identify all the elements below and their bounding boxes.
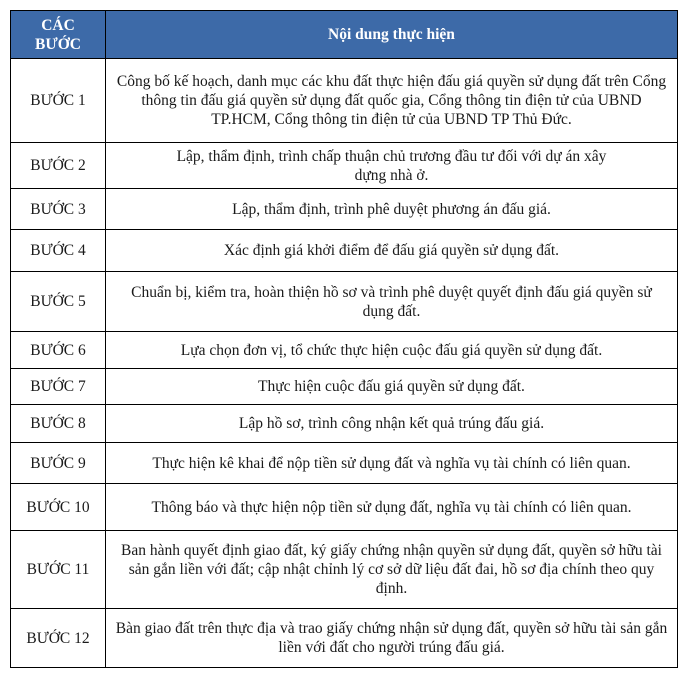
step-cell: BƯỚC 4 bbox=[11, 230, 106, 272]
table-row bbox=[11, 143, 678, 189]
step-header-line2: BƯỚC bbox=[35, 35, 81, 53]
step-cell: BƯỚC 10 bbox=[11, 484, 106, 531]
content-cell: Lập, thẩm định, trình chấp thuận chủ trương đầu tư đối với dự án xây dựng nhà ở. bbox=[106, 143, 678, 189]
step-header-line1: CÁC bbox=[41, 16, 75, 34]
content-cell: Thực hiện cuộc đấu giá quyền sử dụng đất. bbox=[106, 369, 678, 405]
content-cell: Chuẩn bị, kiểm tra, hoàn thiện hồ sơ và trình phê duyệt quyết định đấu giá quyền sử dụng đất. bbox=[106, 272, 678, 332]
table-row bbox=[11, 531, 678, 609]
step-cell: BƯỚC 5 bbox=[11, 272, 106, 332]
step-cell: BƯỚC 1 bbox=[11, 59, 106, 143]
content-cell: Lập, thẩm định, trình phê duyệt phương án đấu giá. bbox=[106, 189, 678, 230]
table-row bbox=[11, 405, 678, 443]
content-cell: Xác định giá khởi điểm để đấu giá quyền sử dụng đất. bbox=[106, 230, 678, 272]
step-cell: BƯỚC 11 bbox=[11, 531, 106, 609]
step-cell: BƯỚC 7 bbox=[11, 369, 106, 405]
table-row bbox=[11, 609, 678, 668]
content-cell: Bàn giao đất trên thực địa và trao giấy chứng nhận sử dụng đất, quyền sở hữu tài sản gắn liền với đất cho người trúng đấu giá. bbox=[106, 609, 678, 668]
steps-table bbox=[10, 10, 678, 668]
content-cell: Lập hồ sơ, trình công nhận kết quả trúng đấu giá. bbox=[106, 405, 678, 443]
step-cell: BƯỚC 6 bbox=[11, 332, 106, 369]
table-row bbox=[11, 332, 678, 369]
step-cell: BƯỚC 2 bbox=[11, 143, 106, 189]
table-header-row bbox=[11, 11, 678, 59]
step-cell: BƯỚC 8 bbox=[11, 405, 106, 443]
content-column-header: Nội dung thực hiện bbox=[106, 11, 678, 59]
step-cell: BƯỚC 9 bbox=[11, 443, 106, 484]
content-cell: Công bố kế hoạch, danh mục các khu đất thực hiện đấu giá quyền sử dụng đất trên Cổng thông tin đấu giá quyền sử dụng đất quốc gia, Cổng thông tin điện tử của UBND TP.HCM, Cổng thông tin điện tử của UBND TP Thủ Đức. bbox=[106, 59, 678, 143]
table-row bbox=[11, 443, 678, 484]
content-cell: Ban hành quyết định giao đất, ký giấy chứng nhận quyền sử dụng đất, quyền sở hữu tài sản gắn liền với đất; cập nhật chỉnh lý cơ sở dữ liệu đất đai, hồ sơ địa chính theo quy định. bbox=[106, 531, 678, 609]
step-cell: BƯỚC 3 bbox=[11, 189, 106, 230]
table-row bbox=[11, 230, 678, 272]
content-cell: Thực hiện kê khai để nộp tiền sử dụng đất và nghĩa vụ tài chính có liên quan. bbox=[106, 443, 678, 484]
content-cell: Lựa chọn đơn vị, tổ chức thực hiện cuộc đấu giá quyền sử dụng đất. bbox=[106, 332, 678, 369]
step-column-header bbox=[11, 11, 106, 59]
step-cell: BƯỚC 12 bbox=[11, 609, 106, 668]
table-row bbox=[11, 369, 678, 405]
table-row bbox=[11, 59, 678, 143]
table-row bbox=[11, 484, 678, 531]
table-row bbox=[11, 272, 678, 332]
content-cell: Thông báo và thực hiện nộp tiền sử dụng đất, nghĩa vụ tài chính có liên quan. bbox=[106, 484, 678, 531]
table-row bbox=[11, 189, 678, 230]
